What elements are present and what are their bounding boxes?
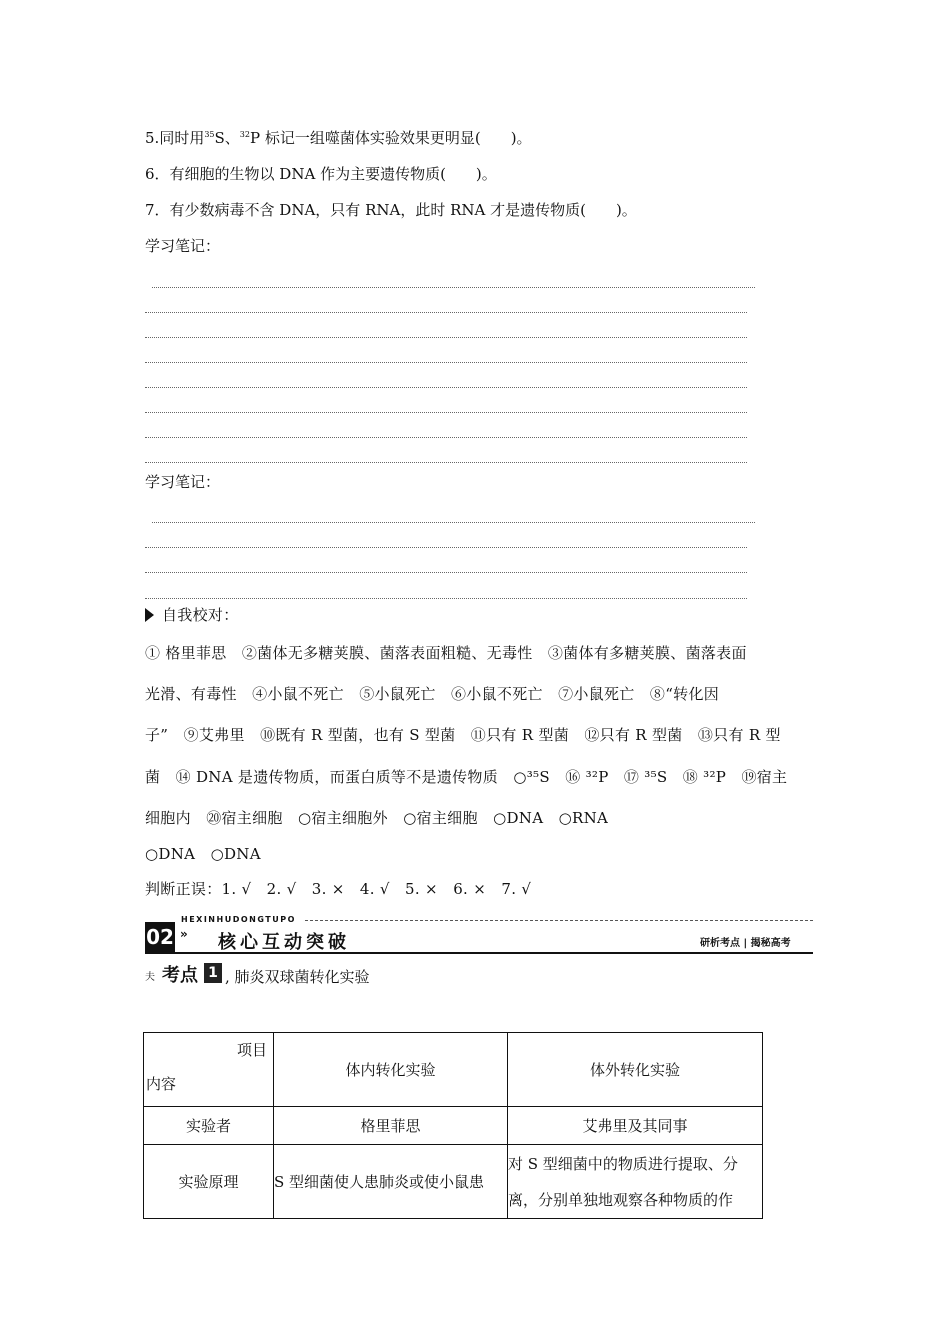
section-tagline: 研析考点 | 揭秘高考 <box>700 938 791 949</box>
notes-label: 学习笔记： <box>145 473 221 491</box>
question-text-part: S、 <box>214 129 240 147</box>
note-line <box>145 312 747 313</box>
isotope-mass: 35 <box>204 130 215 139</box>
judgement-answers: 判断正误：1. √ 2. √ 3. × 4. √ 5. × 6. × 7. √ <box>145 880 532 898</box>
comparison-table <box>143 1032 763 1219</box>
note-line <box>145 572 747 573</box>
kaodian-lead-mark: 夫 <box>145 972 155 983</box>
header-diagonal-cell <box>144 1033 274 1107</box>
header-content-label: 内容 <box>146 1075 177 1093</box>
note-line <box>145 547 747 548</box>
self-check-line: 子” ⑨艾弗里 ⑩既有 R 型菌，也有 S 型菌 ⑪只有 R 型菌 ⑫只有 R 型菌 ⑬只有 R 型 <box>145 726 781 744</box>
double-chevron-icon: » <box>180 927 188 941</box>
self-check-title: 自我校对： <box>162 606 239 624</box>
cell-text-line: 对 S 型细菌中的物质进行提取、分 <box>508 1154 738 1173</box>
note-line <box>145 362 747 363</box>
kaodian-number: 1 <box>204 963 222 983</box>
section-pinyin: HEXINHUDONGTUPO <box>181 915 296 924</box>
self-check-line: 细胞内 ⑳宿主细胞 ○宿主细胞外 ○宿主细胞 ○DNA ○RNA <box>145 809 609 827</box>
kaodian-label: 考点 <box>162 965 198 986</box>
table-header-row <box>144 1033 763 1107</box>
question-7: 7．有少数病毒不含 DNA，只有 RNA，此时 RNA 才是遗传物质( )。 <box>145 201 637 219</box>
note-line <box>145 412 747 413</box>
question-text-part: 同时用 <box>159 129 205 147</box>
section-title: 核心互动突破 <box>218 932 350 953</box>
question-number: 5. <box>145 129 160 147</box>
triangle-bullet-icon <box>145 608 154 622</box>
note-line <box>145 598 747 599</box>
note-line <box>152 522 755 523</box>
cell-text-line: 离，分别单独地观察各种物质的作 <box>508 1190 734 1209</box>
banner-dashed-rule <box>305 920 813 921</box>
note-line <box>145 337 747 338</box>
self-check-line: 光滑、有毒性 ④小鼠不死亡 ⑤小鼠死亡 ⑥小鼠不死亡 ⑦小鼠死亡 ⑧“转化因 <box>145 685 720 703</box>
kaodian-title: , 肺炎双球菌转化实验 <box>225 968 370 986</box>
question-5 <box>145 127 532 148</box>
isotope-mass: 32 <box>239 130 250 139</box>
banner-rule <box>145 952 813 954</box>
table-row <box>144 1145 763 1219</box>
table-cell <box>274 1145 508 1219</box>
table-row <box>144 1107 763 1145</box>
note-line <box>152 287 755 288</box>
question-6: 6．有细胞的生物以 DNA 作为主要遗传物质( )。 <box>145 165 497 183</box>
self-check-line: ○DNA ○DNA <box>145 845 261 863</box>
self-check-line: 菌 ⑭ DNA 是遗传物质，而蛋白质等不是遗传物质 ○³⁵S ⑯ ³²P ⑰ ³⁵S ⑱ ³²P ⑲宿主 <box>145 768 788 786</box>
cell-text: S 型细菌使人患肺炎或使小鼠患 <box>274 1173 485 1191</box>
table-cell: 艾弗里及其同事 <box>508 1107 763 1145</box>
question-text-part: P 标记一组噬菌体实验效果更明显( )。 <box>249 129 532 147</box>
note-line <box>145 437 747 438</box>
self-check-heading <box>145 604 239 625</box>
row-label: 实验者 <box>144 1107 274 1145</box>
column-header: 体内转化实验 <box>274 1033 508 1107</box>
note-line <box>145 462 747 463</box>
row-label: 实验原理 <box>144 1145 274 1219</box>
header-item-label: 项目 <box>236 1041 267 1059</box>
table-cell <box>508 1145 763 1219</box>
section-number: 02 <box>145 922 175 952</box>
note-line <box>145 387 747 388</box>
table-cell: 格里菲思 <box>274 1107 508 1145</box>
column-header: 体外转化实验 <box>508 1033 763 1107</box>
self-check-line: ① 格里菲思 ②菌体无多糖荚膜、菌落表面粗糙、无毒性 ③菌体有多糖荚膜、菌落表面 <box>145 644 747 662</box>
notes-label: 学习笔记： <box>145 237 221 255</box>
